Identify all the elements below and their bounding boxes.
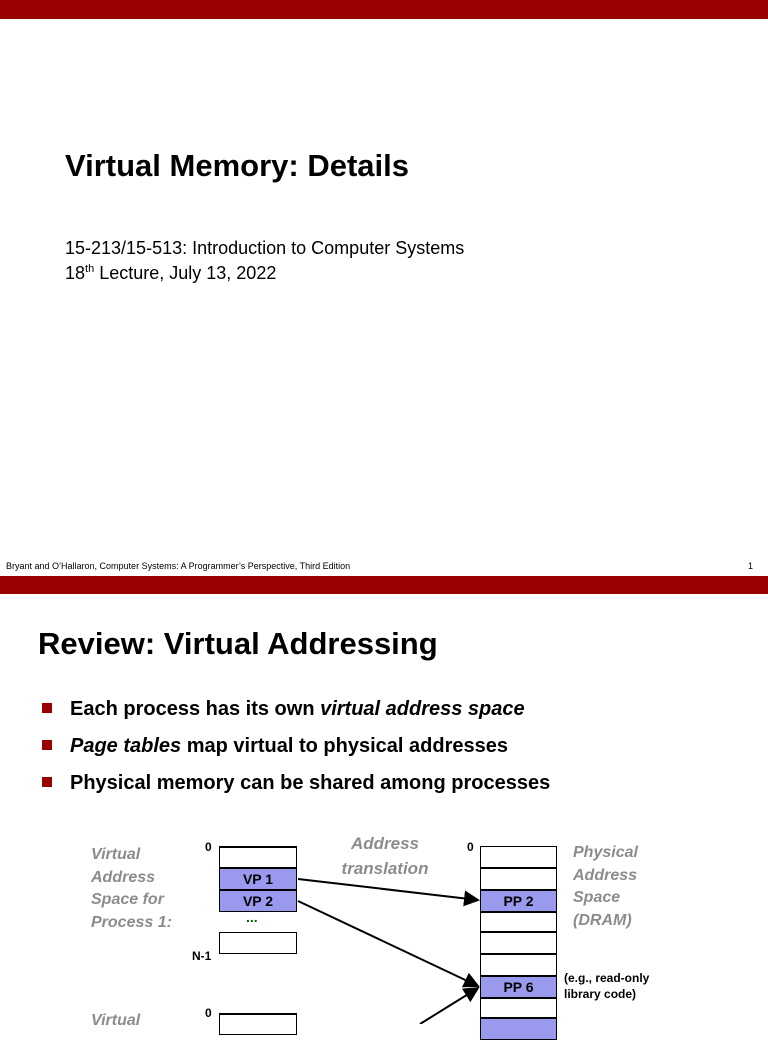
vas2-label: Virtual bbox=[91, 1012, 141, 1029]
vp1-to-pp2-arrow bbox=[298, 879, 478, 900]
vas2-to-pp6-arrow bbox=[420, 988, 478, 1024]
pas-zero-label: 0 bbox=[467, 840, 474, 854]
pp6-page: PP 6 bbox=[480, 976, 557, 998]
vas1-label: Virtual Address Space for Process 1: bbox=[91, 846, 172, 931]
slide1-title: Virtual Memory: Details bbox=[65, 148, 409, 183]
course-name: 15-213/15-513: Introduction to Computer Systems bbox=[65, 238, 465, 258]
lecture-number: 18 bbox=[65, 263, 86, 283]
ellipsis: ... bbox=[246, 909, 258, 925]
pp2-page: PP 2 bbox=[480, 890, 557, 912]
bullet-text: Each process has its own bbox=[70, 698, 321, 720]
vp1-page: VP 1 bbox=[219, 868, 297, 890]
shared-page-note: (e.g., read-only library code) bbox=[564, 971, 650, 1001]
slide2-title: Review: Virtual Addressing bbox=[38, 626, 438, 661]
vas1-n-minus-1-label: N-1 bbox=[192, 949, 212, 963]
address-translation-label: Address translation bbox=[341, 834, 429, 878]
vp2-page: VP 2 bbox=[219, 890, 297, 912]
bullet-emphasis: Page tables bbox=[70, 735, 182, 757]
bullet-text: map virtual to physical addresses bbox=[181, 735, 508, 757]
lecture-number-suffix: th bbox=[85, 263, 95, 275]
vas1-zero-label: 0 bbox=[205, 840, 212, 854]
page-number: 1 bbox=[748, 561, 754, 571]
vp2-to-pp6-arrow bbox=[298, 901, 478, 986]
bullet-text: Physical memory can be shared among processes bbox=[70, 772, 551, 794]
vas2-zero-label: 0 bbox=[205, 1006, 212, 1020]
bullet-emphasis: virtual address space bbox=[320, 698, 525, 720]
physical-address-space-label: Physical Address Space (DRAM) bbox=[573, 844, 638, 929]
slide1-footer: Bryant and O’Hallaron, Computer Systems: A Programmer’s Perspective, Third Edition bbox=[6, 561, 351, 571]
lecture-text: Lecture, July 13, 2022 bbox=[94, 263, 277, 283]
